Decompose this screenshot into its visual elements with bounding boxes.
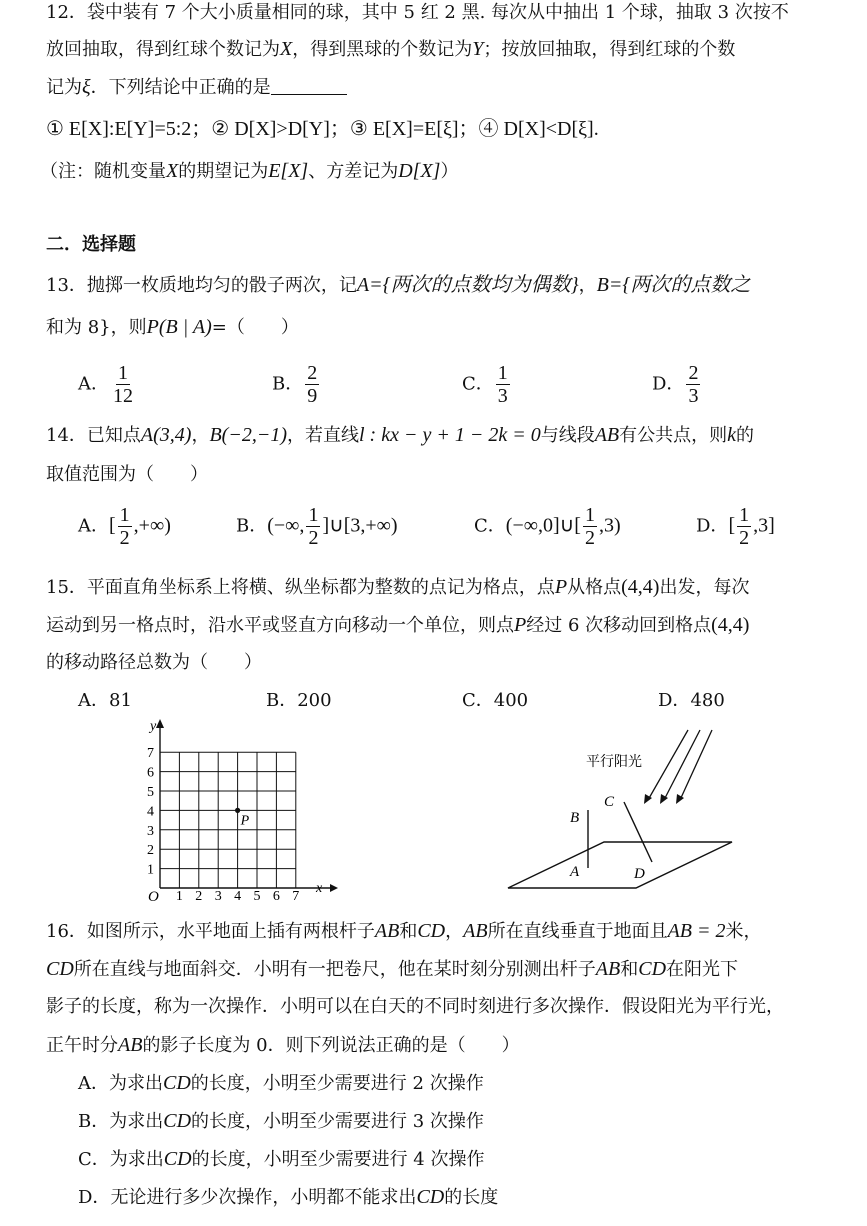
denominator: 12: [113, 385, 133, 407]
q13-text-2b: =（ ）: [211, 317, 299, 338]
fraction: [305, 362, 319, 407]
note-dx: D[X]: [398, 160, 441, 182]
q13-option-c[interactable]: [462, 362, 512, 407]
option-post: ]∪[3,+∞): [322, 514, 398, 537]
q16-ab-2: AB: [463, 920, 488, 942]
label-a: A: [570, 864, 580, 880]
option-pre: (−∞,: [267, 514, 305, 537]
q16-cd-2: CD: [46, 958, 74, 980]
q14-k: k: [727, 424, 737, 446]
y-tick-4: 4: [147, 804, 154, 820]
q13-option-a[interactable]: [78, 362, 137, 407]
q15-text-2a: 运动到另一格点时，沿水平或竖直方向移动一个单位，则点: [46, 615, 514, 636]
numerator: 1: [308, 504, 319, 526]
q13-line-2: [46, 314, 299, 341]
q16-ab: AB: [374, 920, 400, 942]
q14-text-1b: ，: [191, 425, 210, 446]
point-p-label: P: [240, 813, 250, 829]
option-pre: 为求出: [109, 1073, 163, 1094]
fraction: [111, 362, 135, 407]
y-tick-5: 5: [147, 785, 154, 800]
numerator: 1: [584, 504, 595, 526]
option-label: D．: [696, 515, 729, 537]
q16-text-4b: 的影子长度为 0．则下列说法正确的是（ ）: [142, 1035, 520, 1056]
option-label: D．: [652, 373, 685, 395]
q15-line-1: [46, 574, 749, 601]
x-tick-4: 4: [234, 889, 242, 902]
q15-text-1c: 出发，每次: [659, 577, 750, 598]
q12-text-2a: 放回抽取，得到红球个数记为: [46, 39, 280, 60]
q13-line-1: [46, 272, 750, 299]
x-tick-3: 3: [214, 889, 222, 902]
pole-cd: [624, 802, 652, 862]
x-axis-label: x: [316, 881, 323, 896]
q16-line-2: [46, 956, 738, 983]
option-label: C．: [78, 1149, 110, 1170]
q13-text-1b: ，: [578, 275, 597, 296]
sun-ray-3-arrow: [676, 794, 684, 804]
q16-option-d[interactable]: [78, 1184, 498, 1211]
y-tick-6: 6: [147, 765, 154, 781]
q12-note: [40, 158, 458, 185]
q14-option-a[interactable]: [78, 504, 171, 549]
denominator: 2: [119, 527, 130, 549]
option-label: A．: [78, 1073, 109, 1094]
option-post: 的长度: [444, 1187, 499, 1208]
q16-line-4: [46, 1032, 520, 1059]
label-d: D: [634, 866, 645, 882]
option-cd: CD: [163, 1148, 192, 1170]
q15-text-2b: 经过 6 次移动回到格点: [526, 615, 712, 636]
numerator: 1: [497, 362, 508, 384]
q15-lattice-pt2: (4,4): [711, 614, 750, 636]
q15-text-3: 的移动路径总数为（ ）: [46, 652, 262, 673]
q16-line-1: [46, 918, 762, 945]
fraction: [118, 504, 132, 549]
q14-text-1e: 有公共点，则: [619, 425, 728, 446]
q16-text-2b: 在阳光下: [666, 959, 739, 980]
q15-line-3: [46, 650, 262, 676]
denominator: 2: [739, 527, 750, 549]
fraction: [306, 504, 320, 549]
option-label: B．: [266, 690, 298, 711]
fraction: [496, 362, 510, 407]
option-pre: [: [109, 514, 116, 537]
q16-text-3: 影子的长度，称为一次操作．小明可以在白天的不同时刻进行多次操作．假设阳光为平行光，: [46, 996, 784, 1017]
q16-text-1a: 16．如图所示，水平地面上插有两根杆子: [46, 921, 375, 942]
note-ex: E[X]: [268, 160, 309, 182]
option-label: C．: [462, 690, 494, 711]
option-label: D．: [658, 690, 691, 711]
x-tick-5: 5: [253, 889, 261, 902]
q12-conclusions-text: ① E[X]:E[Y]=5:2；② D[X]>D[Y]；③ E[X]=E[ξ]；④ D[X]<D[ξ].: [46, 118, 599, 140]
q16-cd: CD: [417, 920, 446, 942]
sun-ray-3: [680, 730, 712, 800]
q14-option-c[interactable]: [474, 504, 621, 549]
q12-text-3b: ．下列结论中正确的是: [90, 77, 271, 98]
note-c: 、方差记为: [308, 161, 399, 182]
option-text: 81: [109, 690, 132, 711]
option-pre: [: [728, 514, 736, 537]
option-pre: (−∞,0]∪[: [505, 514, 581, 537]
q16-text-1c: 所在直线垂直于地面且: [487, 921, 668, 942]
denominator: 3: [688, 385, 699, 407]
option-text: 200: [297, 690, 332, 711]
q15-option-a[interactable]: [78, 688, 132, 714]
q12-text-2c: ；按放回抽取，得到红球的个数: [483, 39, 736, 60]
option-label: A．: [78, 690, 109, 711]
q13-set-a: A={两次的点数均为偶数}: [356, 274, 579, 296]
q14-line-1: [46, 422, 754, 449]
q12-text-3a: 记为: [46, 77, 82, 98]
q14-segment: AB: [594, 424, 620, 446]
sunlight-label: 平行阳光: [586, 755, 642, 770]
q14-line-2: [46, 462, 208, 488]
q15-option-d[interactable]: [658, 688, 725, 714]
q14-text-1f: 的: [736, 425, 755, 446]
q16-text-2a: 所在直线与地面斜交．小明有一把卷尺，他在某时刻分别测出杆子: [73, 959, 596, 980]
q12-line-1: [46, 0, 789, 26]
answer-blank: [271, 76, 347, 95]
q16-ab-eq: AB = 2: [667, 920, 726, 942]
q16-ab-4: AB: [118, 1034, 143, 1056]
x-tick-7: 7: [292, 889, 300, 902]
q16-ab-3: AB: [595, 958, 621, 980]
numerator: 2: [307, 362, 318, 384]
section-title: [46, 232, 136, 258]
q16-line-3: [46, 994, 784, 1020]
q14-point-a: A(3,4): [140, 424, 192, 446]
q16-option-b[interactable]: [78, 1108, 484, 1135]
numerator: 1: [118, 362, 128, 384]
option-post: 的长度，小明至少需要进行 2 次操作: [190, 1073, 484, 1094]
option-label: C．: [462, 373, 494, 395]
option-text: 480: [690, 690, 725, 711]
x-tick-1: 1: [175, 889, 183, 902]
option-pre: 为求出: [109, 1149, 164, 1170]
numerator: 1: [739, 504, 750, 526]
q13-prob: P(B | A): [146, 316, 212, 338]
option-label: A．: [78, 515, 109, 537]
q16-text-4a: 正午时分: [46, 1035, 118, 1056]
origin-label: O: [148, 889, 159, 902]
y-tick-1: 1: [147, 862, 154, 878]
option-cd: CD: [163, 1110, 192, 1132]
q12-text-2b: ，得到黑球的个数记为: [292, 39, 473, 60]
q13-text-2a: 和为 8}，则: [46, 317, 147, 338]
y-tick-3: 3: [147, 823, 154, 839]
q16-text-1b: ，: [445, 921, 464, 942]
q16-and: 和: [399, 921, 418, 942]
option-post: ,3): [598, 514, 621, 537]
q15-text-1a: 15．平面直角坐标系上将横、纵坐标都为整数的点记为格点，点: [46, 577, 555, 598]
y-tick-2: 2: [147, 843, 154, 859]
denominator: 9: [307, 385, 318, 407]
q12-line-3: [46, 74, 347, 101]
denominator: 3: [497, 385, 508, 407]
q13-option-b[interactable]: [272, 362, 321, 407]
q13-text-1a: 13．抛掷一枚质地均匀的骰子两次，记: [46, 275, 357, 296]
option-label: A．: [78, 373, 109, 395]
q13-set-b: B={两次的点数之: [596, 274, 751, 296]
q15-option-b[interactable]: [266, 688, 332, 714]
y-tick-7: 7: [147, 746, 154, 762]
denominator: 2: [584, 527, 595, 549]
q14-option-d[interactable]: [696, 504, 775, 549]
q12-line-2: [46, 36, 735, 63]
q14-text-1d: 与线段: [540, 425, 595, 446]
denominator: 2: [308, 527, 319, 549]
q16-text-1d: 米，: [725, 921, 762, 942]
note-b: 的期望记为: [178, 161, 269, 182]
q14-line-eq: l : kx − y + 1 − 2k = 0: [358, 424, 541, 446]
q16-cd-3: CD: [638, 958, 667, 980]
q14-text-1a: 14．已知点: [46, 425, 141, 446]
ground-plane: [508, 842, 732, 888]
note-var-x: X: [166, 160, 179, 182]
fraction: [737, 504, 751, 549]
option-pre: 为求出: [109, 1111, 164, 1132]
option-text: 400: [493, 690, 529, 711]
option-post: 的长度，小明至少需要进行 4 次操作: [191, 1149, 485, 1170]
option-label: D．: [78, 1187, 111, 1208]
option-post: ,3]: [753, 514, 775, 537]
x-tick-2: 2: [195, 889, 203, 902]
q16-and-2: 和: [620, 959, 639, 980]
label-b: B: [570, 810, 580, 826]
q15-text-1b: 从格点: [567, 577, 622, 598]
point-p-dot: [235, 808, 240, 813]
q13-option-d[interactable]: [652, 362, 702, 407]
note-d: ）: [440, 161, 459, 182]
sunlight-figure: [500, 720, 740, 896]
y-axis-label: y: [150, 719, 157, 734]
fraction: [583, 504, 597, 549]
x-tick-6: 6: [272, 889, 280, 902]
q15-point-p2: P: [514, 614, 527, 636]
x-axis-arrow: [330, 884, 338, 892]
option-label: B．: [272, 373, 304, 395]
q16-option-c[interactable]: [78, 1146, 484, 1173]
q12-text-1: 12．袋中装有 7 个大小质量相同的球，其中 5 红 2 黑. 每次从中抽出 1 个球，抽取 3 次按不: [46, 2, 789, 23]
section-title-text: 二．选择题: [46, 234, 136, 255]
q14-point-b: B(−2,−1): [209, 424, 287, 446]
numerator: 1: [119, 504, 130, 526]
numerator: 2: [688, 362, 699, 384]
option-post: ,+∞): [133, 514, 171, 537]
note-a: （注：随机变量: [40, 161, 166, 182]
option-post: 的长度，小明至少需要进行 3 次操作: [191, 1111, 484, 1132]
q14-text-2: 取值范围为（ ）: [46, 464, 208, 485]
option-label: C．: [474, 515, 506, 537]
grid-figure: [140, 716, 340, 902]
option-label: B．: [236, 515, 268, 537]
var-y: Y: [472, 38, 484, 60]
q12-conclusions: [46, 116, 599, 143]
option-pre: 无论进行多少次操作，小明都不能求出: [110, 1187, 417, 1208]
option-cd: CD: [416, 1186, 445, 1208]
q14-option-b[interactable]: [236, 504, 398, 549]
grid-lines: [160, 752, 296, 888]
var-xi: ξ: [82, 76, 91, 98]
q15-option-c[interactable]: [462, 688, 528, 714]
var-x: X: [280, 38, 293, 60]
fraction: [686, 362, 700, 407]
y-axis-arrow: [156, 719, 164, 728]
label-c: C: [604, 794, 615, 810]
q15-lattice-pt: (4,4): [621, 576, 660, 598]
option-label: B．: [78, 1111, 110, 1132]
q16-option-a[interactable]: [78, 1070, 484, 1097]
q14-text-1c: ，若直线: [286, 425, 359, 446]
q15-point-p: P: [554, 576, 568, 598]
q15-line-2: [46, 612, 749, 639]
option-cd: CD: [163, 1072, 191, 1094]
